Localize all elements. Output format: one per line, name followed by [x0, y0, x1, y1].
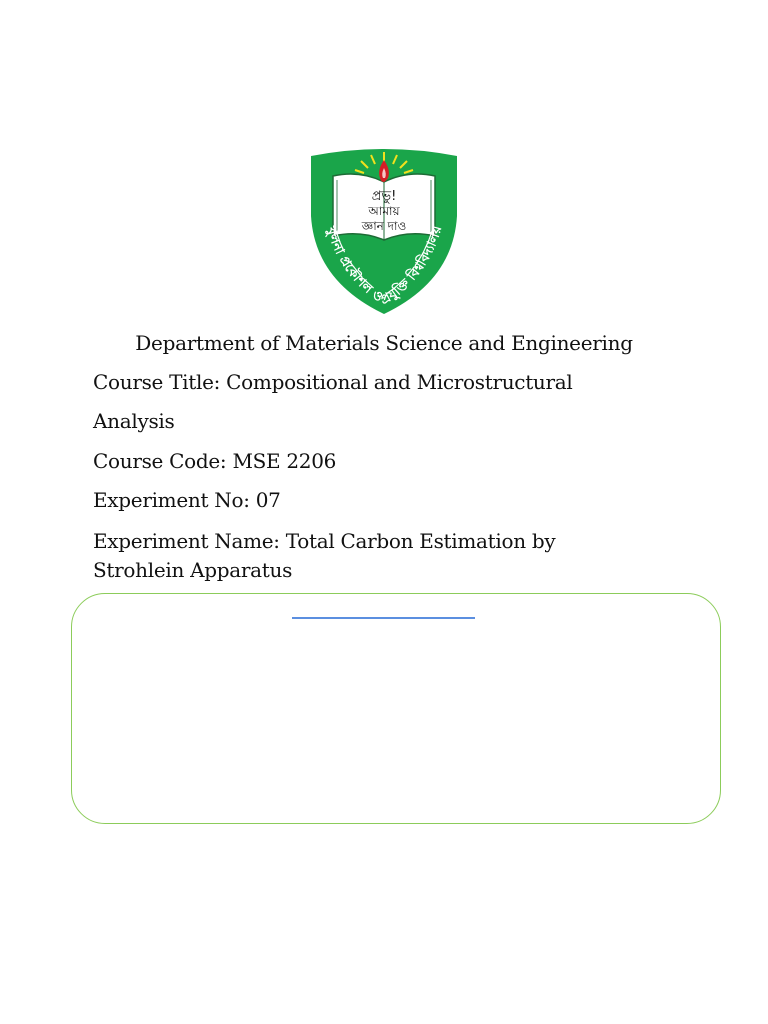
course-title-row — [93, 369, 573, 395]
course-code-label: Course Code: — [93, 449, 227, 473]
experiment-no-label: Experiment No: — [93, 488, 250, 512]
book-text-line1: প্রভু! — [371, 189, 397, 204]
experiment-no-row — [93, 487, 281, 513]
course-title-value-line1: Compositional and Microstructural — [226, 370, 573, 394]
course-code-value: MSE 2206 — [232, 449, 337, 473]
book-text-line3: জ্ঞান দাও — [361, 219, 407, 233]
experiment-no-value: 07 — [255, 488, 281, 512]
university-logo — [305, 146, 463, 316]
university-name-ring: খুলনা প্রকৌশল ও প্রযুক্তি বিশ্ববিদ্যালয় — [322, 224, 446, 309]
link-underline — [292, 617, 475, 619]
course-code-row — [93, 448, 336, 474]
crest-icon — [305, 146, 463, 316]
course-title-label: Course Title: — [93, 370, 221, 394]
experiment-name-value-line2: Strohlein Apparatus — [93, 558, 293, 582]
experiment-name-row — [93, 528, 555, 554]
book-text-line2: আমায় — [368, 204, 400, 218]
course-title-value-line2: Analysis — [93, 409, 175, 433]
department-title: Department of Materials Science and Engineering — [135, 331, 633, 355]
experiment-name-label: Experiment Name: — [93, 529, 280, 553]
submission-info-box — [71, 593, 721, 824]
experiment-name-value-line1: Total Carbon Estimation by — [285, 529, 556, 553]
